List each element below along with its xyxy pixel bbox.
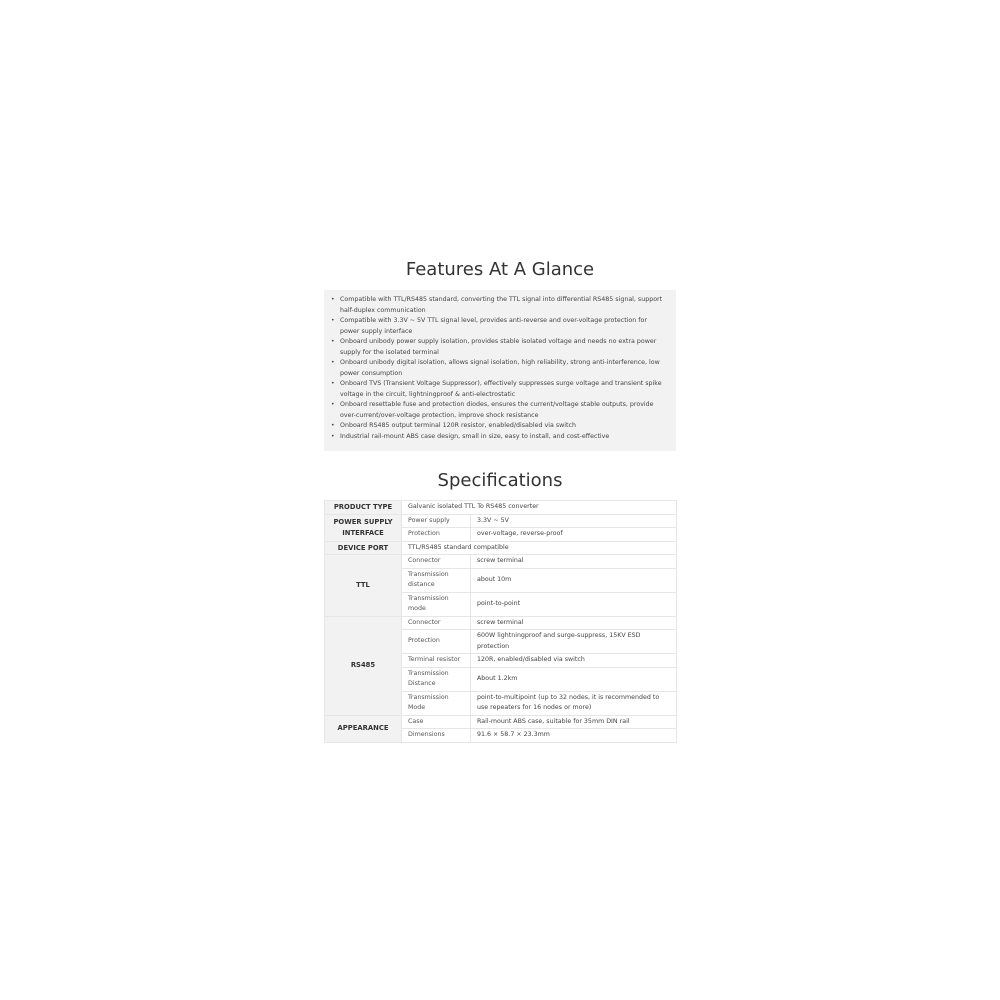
spec-category-ttl: TTL: [325, 555, 402, 617]
spec-category-appearance: APPEARANCE: [325, 715, 402, 742]
spec-category-rs485: RS485: [325, 616, 402, 715]
spec-value: screw terminal: [471, 616, 677, 630]
specifications-title: Specifications: [437, 470, 563, 491]
table-row: [325, 555, 677, 569]
feature-text: Onboard unibody digital isolation, allows signal isolation, high reliability, strong anti-interference, low power consumption: [340, 359, 660, 377]
spec-value: Rail-mount ABS case, suitable for 35mm DIN rail: [471, 715, 677, 729]
spec-value: about 10m: [471, 568, 677, 592]
feature-text: Onboard TVS (Transient Voltage Suppressor), effectively suppresses surge voltage and transient spike voltage in the circuit, lightningproof & anti-electrostatic: [340, 380, 662, 398]
feature-item: [331, 379, 666, 400]
spec-field-name: Protection: [402, 528, 471, 542]
spec-field-name: Dimensions: [402, 729, 471, 743]
feature-item: [331, 316, 666, 337]
feature-item: [331, 337, 666, 358]
spec-field-name: Protection: [402, 630, 471, 654]
spec-field-name: Connector: [402, 616, 471, 630]
spec-value: About 1.2km: [471, 667, 677, 691]
feature-text: Onboard resettable fuse and protection diodes, ensures the current/voltage stable outputs, provide over-current/over-voltage protection, improve shock resistance: [340, 401, 654, 419]
spec-field-name: Terminal resistor: [402, 654, 471, 668]
features-list-box: [324, 290, 676, 451]
table-row: [325, 541, 677, 555]
feature-text: Industrial rail-mount ABS case design, small in size, easy to install, and cost-effective: [340, 432, 610, 440]
spec-value: point-to-multipoint (up to 32 nodes, it is recommended to use repeaters for 16 nodes or more): [471, 691, 677, 715]
table-row: [325, 715, 677, 729]
bullet-icon: •: [331, 422, 335, 429]
bullet-icon: •: [331, 296, 335, 303]
spec-value: TTL/RS485 standard compatible: [402, 541, 677, 555]
spec-field-name: Transmission distance: [402, 568, 471, 592]
spec-value: Galvanic isolated TTL To RS485 converter: [402, 501, 677, 515]
feature-item: [331, 295, 666, 316]
bullet-icon: •: [331, 401, 335, 408]
table-row: [325, 514, 677, 528]
features-title: Features At A Glance: [405, 259, 595, 280]
feature-text: Onboard unibody power supply isolation, provides stable isolated voltage and needs no extra power supply for the isolated terminal: [340, 338, 657, 356]
spec-field-name: Connector: [402, 555, 471, 569]
bullet-icon: •: [331, 317, 335, 324]
spec-field-name: Power supply: [402, 514, 471, 528]
spec-value: point-to-point: [471, 592, 677, 616]
spec-field-name: Transmission mode: [402, 592, 471, 616]
feature-text: Compatible with 3.3V ~ 5V TTL signal level, provides anti-reverse and over-voltage protection for power supply interface: [340, 317, 647, 335]
feature-item: [331, 421, 666, 432]
table-row: [325, 501, 677, 515]
spec-category-power-supply: POWER SUPPLY INTERFACE: [325, 514, 402, 541]
spec-value: 600W lightningproof and surge-suppress, 15KV ESD protection: [471, 630, 677, 654]
feature-item: [331, 432, 666, 443]
bullet-icon: •: [331, 338, 335, 345]
feature-item: [331, 400, 666, 421]
spec-value: over-voltage, reverse-proof: [471, 528, 677, 542]
spec-value: 120R, enabled/disabled via switch: [471, 654, 677, 668]
features-list: [331, 295, 666, 442]
spec-category-device-port: DEVICE PORT: [325, 541, 402, 555]
specifications-table: [324, 500, 677, 743]
spec-value: 3.3V ~ 5V: [471, 514, 677, 528]
table-row: [325, 616, 677, 630]
bullet-icon: •: [331, 359, 335, 366]
spec-value: 91.6 × 58.7 × 23.3mm: [471, 729, 677, 743]
bullet-icon: •: [331, 432, 335, 440]
feature-text: Compatible with TTL/RS485 standard, converting the TTL signal into differential RS485 signal, support half-duplex communication: [340, 296, 663, 314]
bullet-icon: •: [331, 380, 335, 387]
spec-field-name: Case: [402, 715, 471, 729]
spec-category-product-type: PRODUCT TYPE: [325, 501, 402, 515]
spec-field-name: Transmission Mode: [402, 691, 471, 715]
spec-field-name: Transmission Distance: [402, 667, 471, 691]
feature-item: [331, 358, 666, 379]
feature-text: Onboard RS485 output terminal 120R resistor, enabled/disabled via switch: [340, 422, 576, 429]
spec-value: screw terminal: [471, 555, 677, 569]
